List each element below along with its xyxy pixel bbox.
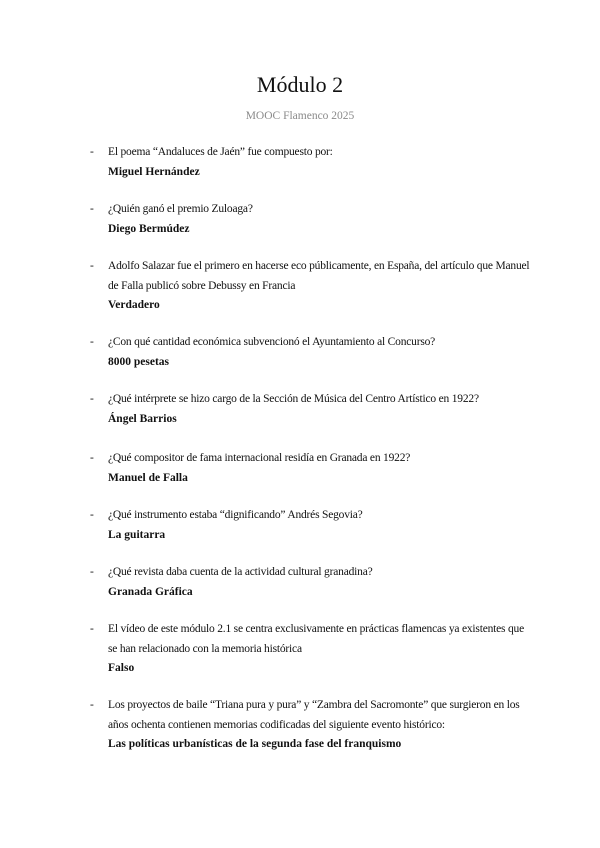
list-bullet: - xyxy=(90,336,94,348)
answer-text: Diego Bermúdez xyxy=(108,222,190,235)
question-text: Adolfo Salazar fue el primero en hacerse eco públicamente, en España, del artículo que Manuel de Falla publicó sobre Debussy en Francia xyxy=(108,260,530,292)
question-item xyxy=(90,333,530,372)
question-text: El poema “Andaluces de Jaén” fue compuesto por: xyxy=(108,146,333,158)
list-bullet: - xyxy=(90,509,94,521)
question-text: El vídeo de este módulo 2.1 se centra exclusivamente en prácticas flamencas ya existentes que se han relacionado con la memoria histórica xyxy=(108,623,524,655)
question-text: ¿Qué revista daba cuenta de la actividad cultural granadina? xyxy=(108,566,373,578)
list-bullet: - xyxy=(90,452,94,464)
question-text: ¿Qué instrumento estaba “dignificando” Andrés Segovia? xyxy=(108,509,363,521)
question-text: Los proyectos de baile “Triana pura y pura” y “Zambra del Sacromonte” que surgieron en los años ochenta contienen memorias codificadas del siguiente evento histórico: xyxy=(108,699,520,731)
question-text: ¿Qué compositor de fama internacional residía en Granada en 1922? xyxy=(108,452,411,464)
question-item xyxy=(90,696,530,755)
answer-text: 8000 pesetas xyxy=(108,355,170,368)
answer-text: Falso xyxy=(108,662,135,674)
answer-text: Las políticas urbanísticas de la segunda fase del franquismo xyxy=(108,738,402,750)
answer-text: Granada Gráfica xyxy=(108,585,193,598)
answer-text: La guitarra xyxy=(108,528,166,541)
answer-text: Ángel Barrios xyxy=(108,412,177,425)
question-item xyxy=(90,620,530,679)
question-item xyxy=(90,200,530,239)
question-item xyxy=(90,257,530,316)
question-text: ¿Qué intérprete se hizo cargo de la Sección de Música del Centro Artístico en 1922? xyxy=(108,393,479,405)
question-item xyxy=(90,449,530,488)
answer-text: Manuel de Falla xyxy=(108,471,188,484)
list-bullet: - xyxy=(90,146,94,158)
answer-text: Verdadero xyxy=(108,299,160,311)
page-title: Módulo 2 xyxy=(256,72,344,97)
answer-text: Miguel Hernández xyxy=(108,165,200,178)
list-bullet: - xyxy=(90,566,94,578)
question-item xyxy=(90,143,530,182)
list-bullet: - xyxy=(90,623,94,635)
page-subtitle: MOOC Flamenco 2025 xyxy=(245,110,355,122)
list-bullet: - xyxy=(90,203,94,215)
question-item xyxy=(90,506,530,545)
list-bullet: - xyxy=(90,260,94,272)
question-item xyxy=(90,390,530,429)
question-text: ¿Quién ganó el premio Zuloaga? xyxy=(108,203,253,215)
question-item xyxy=(90,563,530,602)
list-bullet: - xyxy=(90,699,94,711)
list-bullet: - xyxy=(90,393,94,405)
question-text: ¿Con qué cantidad económica subvencionó el Ayuntamiento al Concurso? xyxy=(108,336,436,348)
